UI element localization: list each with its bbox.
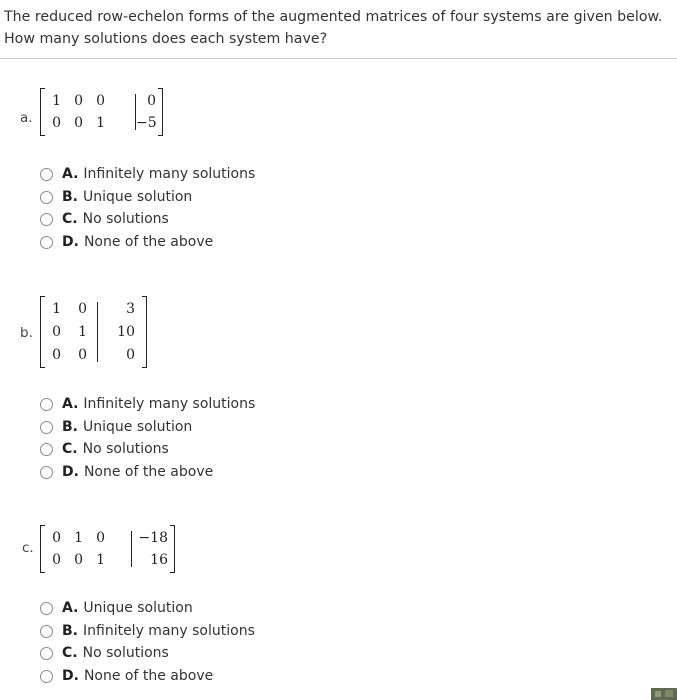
part-a-choice-d[interactable]	[40, 232, 213, 252]
radio-button[interactable]	[40, 236, 53, 249]
part-a-choice-c[interactable]	[40, 209, 169, 229]
radio-button[interactable]	[40, 191, 53, 204]
radio-button[interactable]	[40, 625, 53, 638]
part-a-choice-a[interactable]	[40, 164, 255, 184]
divider	[0, 58, 677, 59]
matrix-cell: 0	[74, 115, 83, 131]
augment-bar	[131, 531, 132, 567]
choice-text: None of the above	[83, 234, 214, 250]
left-bracket	[40, 88, 45, 136]
matrix-cell: 3	[126, 301, 135, 317]
matrix-cell: 0	[52, 530, 61, 546]
matrix-cell: 1	[78, 324, 87, 340]
part-b-matrix	[40, 296, 147, 368]
part-b-choice-b[interactable]	[40, 417, 192, 437]
part-c-choice-a[interactable]	[40, 598, 193, 618]
matrix-cell: 0	[78, 347, 87, 363]
choice-text: Unique solution	[83, 600, 193, 616]
radio-button[interactable]	[40, 670, 53, 683]
question-prompt: The reduced row-echelon forms of the augmented matrices of four systems are given below. How many solutions does each system have?	[4, 9, 663, 47]
matrix-cell: 0	[78, 301, 87, 317]
matrix-cell: 0	[52, 552, 61, 568]
choice-letter: B.	[62, 623, 78, 639]
matrix-cell: 0	[96, 530, 105, 546]
matrix-cell: −5	[136, 115, 157, 131]
choice-letter: B.	[62, 419, 78, 435]
matrix-cell: 1	[96, 115, 105, 131]
radio-button[interactable]	[40, 398, 53, 411]
left-bracket	[40, 525, 45, 573]
matrix-cell: 1	[52, 93, 61, 109]
radio-button[interactable]	[40, 213, 53, 226]
choice-text: Infinitely many solutions	[83, 396, 256, 412]
part-b-choice-d[interactable]	[40, 462, 213, 482]
matrix-cell: 0	[96, 93, 105, 109]
choice-text: None of the above	[83, 668, 214, 684]
matrix-cell: 0	[52, 115, 61, 131]
matrix-cell: 0	[147, 93, 156, 109]
radio-button[interactable]	[40, 421, 53, 434]
choice-text: No solutions	[82, 441, 169, 457]
matrix-cell: 16	[150, 552, 168, 568]
radio-button[interactable]	[40, 647, 53, 660]
choice-text: No solutions	[82, 645, 169, 661]
matrix-cell: 0	[74, 552, 83, 568]
matrix-cell: 0	[52, 347, 61, 363]
part-a-matrix	[40, 88, 163, 136]
choice-letter: A.	[62, 600, 79, 616]
choice-letter: A.	[62, 166, 79, 182]
choice-letter: D.	[62, 464, 79, 480]
choice-text: Unique solution	[83, 419, 193, 435]
part-c-choice-b[interactable]	[40, 621, 255, 641]
choice-text: Infinitely many solutions	[83, 623, 255, 639]
matrix-cell: 0	[74, 93, 83, 109]
choice-letter: C.	[62, 441, 78, 457]
choice-letter: A.	[62, 396, 79, 412]
choice-text: None of the above	[83, 464, 214, 480]
matrix-cell: 0	[126, 347, 135, 363]
right-bracket	[158, 88, 163, 136]
left-bracket	[40, 296, 45, 368]
part-b-choice-a[interactable]	[40, 394, 255, 414]
matrix-cell: 1	[52, 301, 61, 317]
augment-bar	[97, 302, 98, 362]
part-b-choice-c[interactable]	[40, 439, 169, 459]
matrix-cell: 1	[96, 552, 105, 568]
part-c-matrix	[40, 525, 175, 573]
matrix-cell: −18	[138, 530, 168, 546]
radio-button[interactable]	[40, 443, 53, 456]
part-c-choice-d[interactable]	[40, 666, 213, 686]
corner-thumbnail	[651, 688, 677, 700]
choice-letter: D.	[62, 234, 79, 250]
part-b-label: b.	[20, 325, 33, 341]
matrix-cell: 0	[52, 324, 61, 340]
matrix-cell: 1	[74, 530, 83, 546]
right-bracket	[170, 525, 175, 573]
radio-button[interactable]	[40, 466, 53, 479]
part-a-choice-b[interactable]	[40, 187, 192, 207]
radio-button[interactable]	[40, 602, 53, 615]
choice-letter: D.	[62, 668, 79, 684]
part-c-choice-c[interactable]	[40, 643, 169, 663]
radio-button[interactable]	[40, 168, 53, 181]
choice-text: Unique solution	[83, 189, 193, 205]
choice-letter: C.	[62, 211, 78, 227]
choice-letter: C.	[62, 645, 78, 661]
part-c-label: c.	[22, 540, 34, 556]
part-a-label: a.	[20, 110, 33, 126]
right-bracket	[142, 296, 147, 368]
choice-text: No solutions	[82, 211, 169, 227]
choice-letter: B.	[62, 189, 78, 205]
choice-text: Infinitely many solutions	[83, 166, 256, 182]
matrix-cell: 10	[117, 324, 135, 340]
